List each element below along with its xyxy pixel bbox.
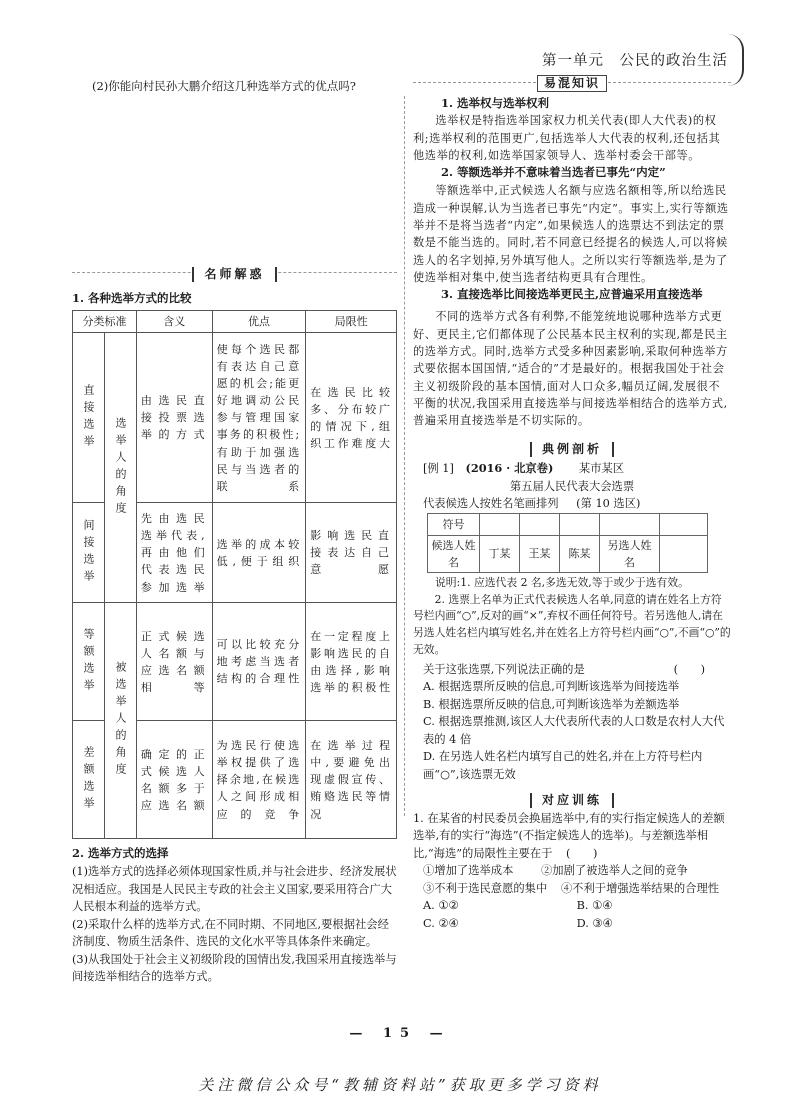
cell-direct-limitation: 在选民比较多、分布较广的情况下,组织工作难度大 xyxy=(306,333,397,503)
header-category: 分类标准 xyxy=(73,311,137,333)
practice-options-1 xyxy=(413,897,731,915)
question-2: (2)你能向村民孙大鹏介绍这几种选举方式的优点吗? xyxy=(92,79,356,93)
ballot-other-cell xyxy=(660,535,708,572)
angle-voter xyxy=(104,333,136,603)
comparison-table xyxy=(72,310,397,839)
example-source: (2016 · 北京卷) xyxy=(465,461,554,476)
ballot-subtitle xyxy=(413,495,731,513)
row-label-text: 间接选举 xyxy=(82,518,95,587)
dianli-title xyxy=(413,440,731,459)
ballot-name-1: 丁某 xyxy=(480,535,520,572)
ballot-symbol-label: 符号 xyxy=(428,513,480,535)
right-column xyxy=(413,74,731,932)
duiying-title xyxy=(413,791,731,810)
cell-direct-meaning: 由选民直接投票选举的方式 xyxy=(136,333,212,503)
unit-header: 第一单元 公民的政治生活 xyxy=(542,53,728,69)
option-a: A. 根据选票所反映的信息,可判断该选举为间接选举 xyxy=(423,680,680,694)
example-label: [例 1] xyxy=(423,462,454,476)
option-d: D. 在另选人姓名栏内填写自己的姓名,并在上方符号栏内画“○”,该选票无效 xyxy=(423,750,703,781)
row-label-indirect xyxy=(73,503,105,603)
practice-option-b: B. ①④ xyxy=(576,899,613,913)
knowledge-1-text: 选举权是特指选举国家权力机关代表(即人大代表)的权利;选举权利的范围更广,包括选举人大代表的权利,还包括其他选举的权利,如选举国家领导人、选举村委会干部等。 xyxy=(413,114,721,163)
practice-question-1 xyxy=(413,810,731,863)
knowledge-2-text: 等额选举中,正式候选人名额与应选名额相等,所以给选民造成一种误解,认为当选者已事先“内定”。事实上,实行等额选举并不是将当选者“内定”,如果候选人的选票达不到法定的票数是不能当选的。同时,若不同意已经提名的候选人,可以将候选人的名字划掉,另外填写他人。之所以实行等额选举,是为了使选举相对集中,使当选者结构更具有合理性。 xyxy=(413,184,729,285)
selection-heading: 2. 选举方式的选择 xyxy=(72,846,169,861)
practice-statements-2 xyxy=(413,880,731,898)
ballot-note-1: 说明:1. 应选代表 2 名,多选无效,等于或少于选有效。 xyxy=(435,575,689,589)
ballot-symbol-cell xyxy=(560,513,600,535)
ballot-symbol-cell xyxy=(480,513,520,535)
practice-paren: ( ) xyxy=(566,846,598,860)
mingshi-section xyxy=(72,267,397,986)
row-label-text: 等额选举 xyxy=(82,627,95,696)
question-stem: 关于这张选票,下列说法正确的是 xyxy=(423,662,585,676)
knowledge-3-title: 3. 直接选举比间接选举更民主,应普遍采用直接选举 xyxy=(441,287,703,302)
mingshi-title-text: 名师解惑 xyxy=(192,267,276,282)
ballot-note-2: 2. 选票上名单为正式代表候选人名单,同意的请在姓名上方符号栏内画“○”,反对的画“×”,弃权不画任何符号。若另选他人,请在另选人姓名栏内填写姓名,并在姓名上方符号栏内画“○”,不画“○”的无效。 xyxy=(413,592,731,656)
selection-point-1: (1)选举方式的选择必须体现国家性质,并与社会进步、经济发展状况相适应。我国是人民民主专政的社会主义国家,要采用符合广大人民根本利益的选举方式。 xyxy=(72,865,397,914)
row-label-text: 直接选举 xyxy=(82,383,95,452)
knowledge-2-title: 2. 等额选举并不意味着当选者已事先“内定” xyxy=(441,165,666,180)
ballot-name-2: 王某 xyxy=(520,535,560,572)
ballot-symbol-cell xyxy=(660,513,708,535)
ballot-candidate-label: 候选人姓名 xyxy=(428,535,480,572)
header-advantage: 优点 xyxy=(212,311,306,333)
ballot-title-1: 某市某区 xyxy=(578,462,625,476)
table-row xyxy=(73,333,397,503)
yihun-title-text: 易混知识 xyxy=(537,75,607,92)
knowledge-3-text: 不同的选举方式各有利弊,不能笼统地说哪种选举方式更好、更民主,它们都体现了公民基本民主权利的实现,都是民主的选举方式。同时,选举方式受多种因素影响,采取何种选举方式要依据本国国情,“适合的”才是最好的。根据我国处于社会主义初级阶段的基本国情,面对人口众多,幅员辽阔,发展很不平衡的状况,我国采用直接选举与间接选举相结合的选举方式,普遍采用直接选举是不切实际的。 xyxy=(413,310,728,428)
practice-stem: 1. 在某省的村民委员会换届选举中,有的实行指定候选人的差额选举,有的实行“海选”(不指定候选人的选举)。与差额选举相比,“海选”的局限性主要在于 xyxy=(413,811,725,860)
ballot-district: (第 10 选区) xyxy=(576,497,641,511)
ballot-name-row xyxy=(428,535,708,572)
option-b: B. 根据选票所反映的信息,可判断该选举为差额选举 xyxy=(423,697,680,711)
ballot-symbol-row xyxy=(428,513,708,535)
cell-diff-limitation: 在选举过程中,要避免出现虚假宣传、贿赂选民等情况 xyxy=(306,721,397,839)
duiying-title-text: 对应训练 xyxy=(530,793,614,808)
cell-direct-advantage: 使每个选民都有表达自己意愿的机会;能更好地调动公民参与管理国家事务的积极性;有助于加强选民与当选者的联系 xyxy=(212,333,306,503)
ballot-table xyxy=(427,513,708,573)
option-c: C. 根据选票推测,该区人大代表所代表的人口数是农村人大代表的 4 倍 xyxy=(423,715,725,746)
row-label-equal xyxy=(73,603,105,721)
cell-equal-limitation: 在一定程度上影响选民的自由选择,影响选举的积极性 xyxy=(306,603,397,721)
angle-text: 被选举人的角度 xyxy=(113,661,127,781)
cell-equal-meaning: 正式候选人名额与应选名额相等 xyxy=(136,603,212,721)
table-row xyxy=(73,603,397,721)
statement-2: ②加剧了被选举人之间的竞争 xyxy=(540,864,688,878)
header-limitation: 局限性 xyxy=(306,311,397,333)
angle-candidate xyxy=(104,603,136,839)
ballot-symbol-cell xyxy=(600,513,660,535)
left-column xyxy=(72,78,397,984)
practice-option-a: A. ①② xyxy=(423,899,459,913)
row-label-diff xyxy=(73,721,105,839)
practice-option-d: D. ③④ xyxy=(576,916,613,930)
footer-note: 关注微信公众号“教辅资料站”获取更多学习资料 xyxy=(198,1076,602,1094)
ballot-name-3: 陈某 xyxy=(560,535,600,572)
selection-point-3: (3)从我国处于社会主义初级阶段的国情出发,我国采用直接选举与间接选举相结合的选举方式。 xyxy=(72,952,397,984)
ballot-order-note: 代表候选人按姓名笔画排列 xyxy=(423,497,559,511)
header-meaning: 含义 xyxy=(136,311,212,333)
answer-paren: ( ) xyxy=(673,662,705,676)
angle-text: 选举人的角度 xyxy=(113,416,127,519)
example-label-line xyxy=(413,460,731,478)
question-stem-line xyxy=(413,661,731,679)
practice-statements-1 xyxy=(413,862,731,880)
cell-diff-advantage: 为选民行使选举权提供了选择余地,在候选人之间形成相应的竞争 xyxy=(212,721,306,839)
page-number: — 15 — xyxy=(349,1026,451,1041)
knowledge-1-title: 1. 选举权与选举权利 xyxy=(441,95,550,110)
statement-4: ④不利于增强选举结果的合理性 xyxy=(560,881,720,895)
cell-indirect-advantage: 选举的成本较低,便于组织 xyxy=(212,503,306,603)
selection-point-2: (2)采取什么样的选举方式,在不同时期、不同地区,要根据社会经济制度、物质生活条件、选民的文化水平等具体条件来确定。 xyxy=(72,917,389,949)
cell-diff-meaning: 确定的正式候选人名额多于应选名额 xyxy=(136,721,212,839)
statement-1: ①增加了选举成本 xyxy=(423,864,514,878)
cell-indirect-meaning: 先由选民选举代表,再由他们代表选民参加选举 xyxy=(136,503,212,603)
mingshi-title xyxy=(72,265,397,284)
cell-indirect-limitation: 影响选民直接表达自己意愿 xyxy=(306,503,397,603)
cell-equal-advantage: 可以比较充分地考虑当选者结构的合理性 xyxy=(212,603,306,721)
example-ballot xyxy=(413,460,731,783)
ballot-title-2: 第五届人民代表大会选票 xyxy=(509,479,635,493)
comparison-heading: 1. 各种选举方式的比较 xyxy=(72,290,192,305)
dianli-title-text: 典例剖析 xyxy=(530,442,614,457)
ballot-symbol-cell xyxy=(520,513,560,535)
table-header-row xyxy=(73,311,397,333)
practice-option-c: C. ②④ xyxy=(423,916,459,930)
row-label-direct xyxy=(73,333,105,503)
column-divider xyxy=(404,96,405,816)
statement-3: ③不利于选民意愿的集中 xyxy=(423,881,548,895)
ballot-other-label: 另选人姓名 xyxy=(600,535,660,572)
yihun-title xyxy=(413,74,731,93)
practice-options-2 xyxy=(413,915,731,933)
row-label-text: 差额选举 xyxy=(82,745,95,814)
